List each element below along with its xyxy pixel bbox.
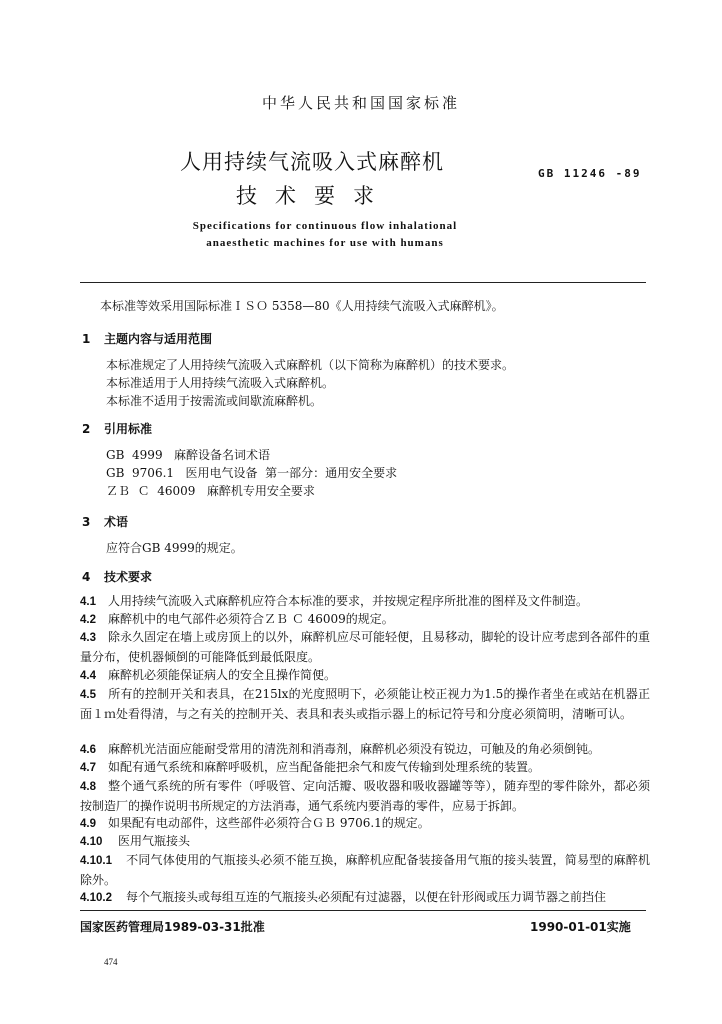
section-1-para-1: 本标准规定了人用持续气流吸入式麻醉机（以下简称为麻醉机）的技术要求。 [106, 358, 515, 372]
clause-number: 4.9 [80, 818, 96, 830]
clause-4-10 [80, 832, 650, 852]
clause-4-8 [80, 777, 650, 816]
section-4-heading [82, 568, 152, 585]
clause-number: 4.7 [80, 762, 96, 774]
intro-text: 本标准等效采用国际标准ＩＳＯ 5358—80《人用持续气流吸入式麻醉机》。 [100, 299, 504, 313]
header-rule [80, 282, 646, 283]
section-3-heading [82, 513, 128, 530]
clause-number: 4.10.2 [80, 892, 112, 904]
clause-text: 每个气瓶接头或每组互连的气瓶接头必须配有过滤器，以便在针形阀或压力调节器之前挡住 [126, 890, 607, 904]
section-1-para-3: 本标准不适用于按需流或间歇流麻醉机。 [106, 394, 323, 408]
clause-text: 不同气体使用的气瓶接头必须不能互换，麻醉机应配备装接备用气瓶的接头装置，简易型的麻醉机除外。 [80, 853, 650, 887]
clause-text: 麻醉机中的电气部件必须符合ＺＢ Ｃ 46009的规定。 [108, 612, 394, 626]
clause-text: 所有的控制开关和表具，在215lx的光度照明下，必须能让校正视力为1.5的操作者坐在或站在机器正面１ｍ处看得清，与之有关的控制开关、表具和表头或指示器上的标记符号和分度必须简明，清晰可认。 [80, 687, 650, 721]
standard-code: GB 11246 -89 [538, 167, 642, 180]
clause-4-10-1 [80, 851, 650, 890]
national-standard-heading: 中华人民共和国国家标准 [261, 94, 460, 112]
clause-number: 4.8 [80, 781, 96, 793]
clause-text: 麻醉机光洁面应能耐受常用的清洗剂和消毒剂，麻醉机必须没有锐边，可触及的角必须倒钝。 [108, 742, 601, 756]
reference-item: GB 9706.1 医用电气设备 第一部分：通用安全要求 [106, 466, 398, 480]
effective-date: 1990-01-01实施 [530, 920, 631, 934]
clause-4-7 [80, 758, 650, 778]
english-title-line1: Specifications for continuous flow inhalational [192, 220, 458, 232]
clause-text: 除永久固定在墙上或房顶上的以外，麻醉机应尽可能轻便，且易移动，脚轮的设计应考虑到各部件的重量分布，使机器倾倒的可能降低到最低限度。 [80, 630, 650, 664]
approval-date: 国家医药管理局1989-03-31批准 [80, 920, 265, 934]
clause-4-10-2 [80, 888, 650, 908]
english-title-line2: anaesthetic machines for use with humans [206, 237, 444, 249]
section-title: 术语 [104, 515, 129, 529]
section-title: 引用标准 [104, 422, 153, 436]
section-2-heading [82, 420, 152, 437]
section-title: 技术要求 [104, 570, 153, 584]
clause-number: 4.3 [80, 632, 96, 644]
document-title-line2: 技术要求 [236, 184, 392, 208]
clause-text: 如果配有电动部件，这些部件必须符合ＧＢ 9706.1的规定。 [108, 816, 430, 830]
reference-item: GB 4999 麻醉设备名词术语 [106, 448, 271, 462]
clause-number: 4.1 [80, 596, 96, 608]
section-number: 4 [82, 570, 91, 584]
section-1-para-2: 本标准适用于人用持续气流吸入式麻醉机。 [106, 376, 335, 390]
clause-text: 医用气瓶接头 [118, 834, 191, 848]
document-title-line1: 人用持续气流吸入式麻醉机 [180, 150, 444, 174]
clause-text: 麻醉机必须能保证病人的安全且操作简便。 [108, 668, 337, 682]
section-number: 2 [82, 422, 91, 436]
section-number: 1 [82, 332, 91, 346]
footer-rule [80, 910, 646, 911]
clause-text: 整个通气系统的所有零件（呼吸管、定向活瓣、吸收器和吸收器罐等等），随弃型的零件除外，都必须按制造厂的操作说明书所规定的方法消毒，通气系统内要消毒的零件，应易于拆卸。 [80, 779, 650, 813]
clause-4-6 [80, 740, 650, 760]
clause-number: 4.4 [80, 670, 96, 682]
clause-4-1 [80, 592, 650, 612]
reference-item: ＺＢ Ｃ 46009 麻醉机专用安全要求 [106, 484, 315, 498]
clause-number: 4.5 [80, 689, 96, 701]
section-number: 3 [82, 515, 91, 529]
clause-text: 如配有通气系统和麻醉呼吸机，应当配备能把余气和废气传输到处理系统的装置。 [108, 760, 541, 774]
clause-number: 4.10.1 [80, 855, 112, 867]
clause-number: 4.10 [80, 836, 103, 848]
clause-number: 4.6 [80, 744, 96, 756]
clause-text: 人用持续气流吸入式麻醉机应符合本标准的要求，并按规定程序所批准的图样及文件制造。 [108, 594, 589, 608]
clause-4-4 [80, 666, 650, 686]
section-3-para-1: 应符合GB 4999的规定。 [106, 541, 243, 555]
clause-4-5 [80, 685, 650, 724]
page-number: 474 [104, 957, 118, 967]
clause-4-2 [80, 610, 650, 630]
clause-4-3 [80, 628, 650, 667]
section-1-heading [82, 330, 212, 347]
clause-4-9 [80, 814, 650, 834]
section-title: 主题内容与适用范围 [104, 332, 213, 346]
clause-number: 4.2 [80, 614, 96, 626]
